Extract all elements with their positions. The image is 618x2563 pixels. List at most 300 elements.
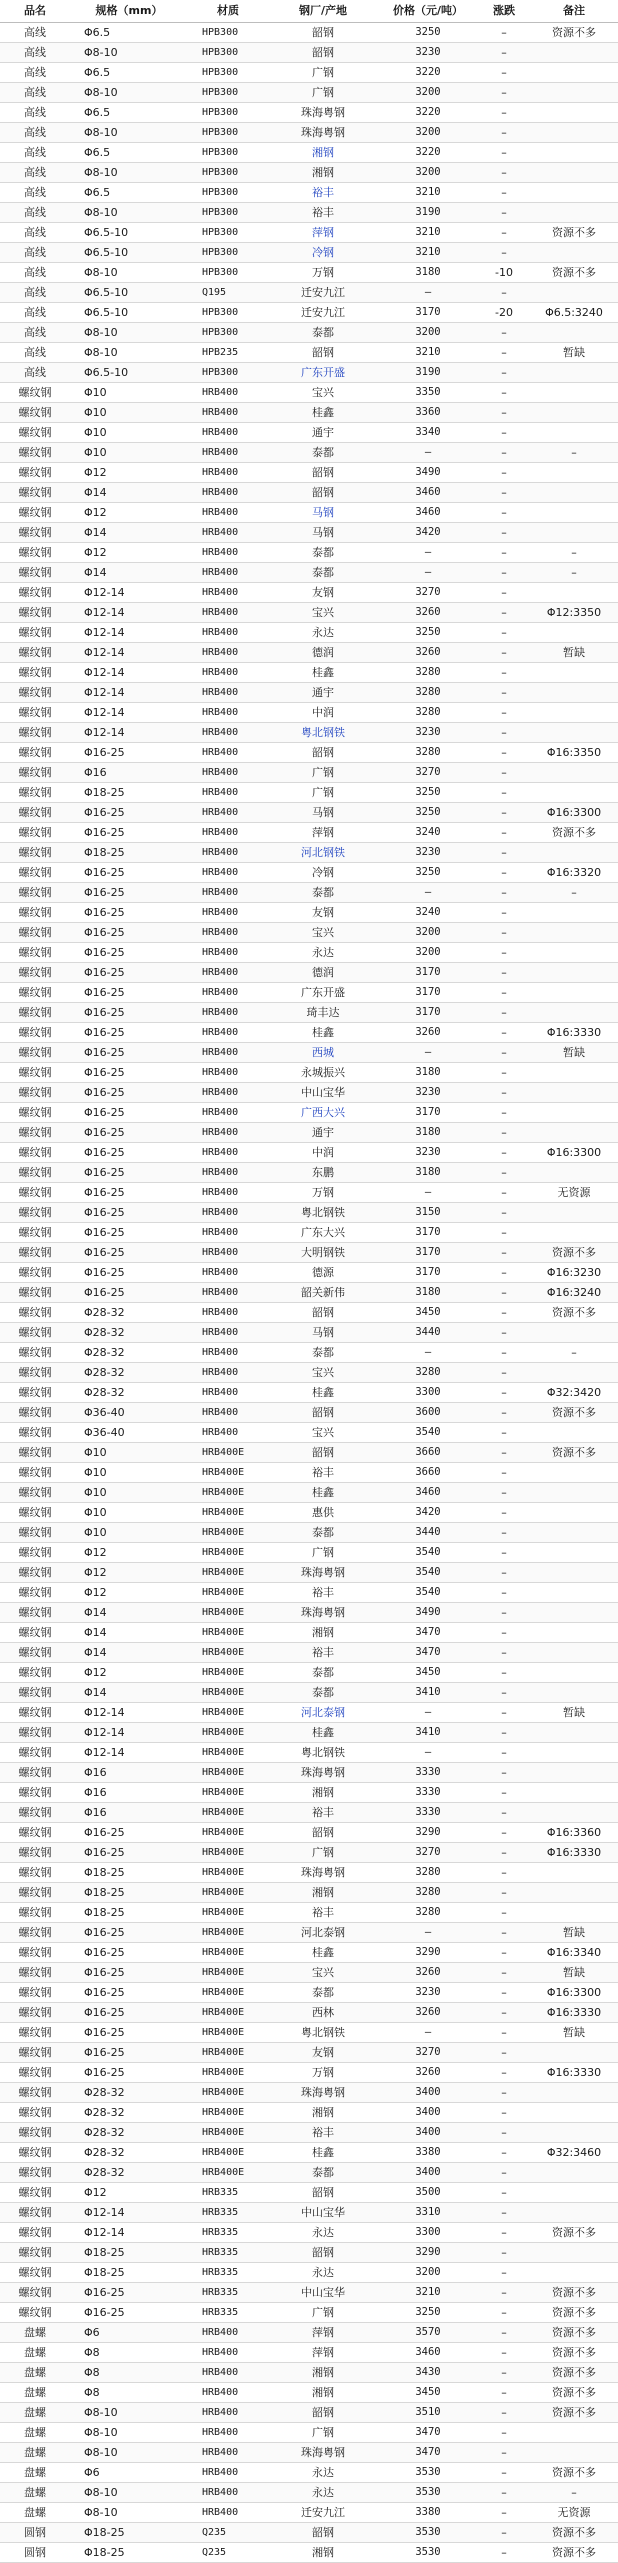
spec-cell: Φ18-25 [70, 843, 188, 863]
material-cell: HRB400 [188, 2343, 268, 2363]
table-row [0, 1023, 618, 1043]
price-cell: 3180 [378, 263, 478, 283]
mill-cell: 德润 [268, 963, 378, 983]
change-cell: – [478, 2503, 530, 2523]
mill-cell: 韶钢 [268, 463, 378, 483]
table-row [0, 1103, 618, 1123]
product-cell: 高线 [0, 23, 70, 43]
mill-cell: 裕丰 [268, 203, 378, 223]
remark-cell [530, 1783, 618, 1803]
table-row [0, 2423, 618, 2443]
change-cell: – [478, 543, 530, 563]
change-cell: – [478, 1763, 530, 1783]
col-header-remark: 备注 [530, 0, 618, 23]
spec-cell: Φ16-25 [70, 1203, 188, 1223]
spec-cell: Φ36-40 [70, 1403, 188, 1423]
price-cell: 3260 [378, 643, 478, 663]
remark-cell [530, 1903, 618, 1923]
material-cell: HRB400E [188, 1563, 268, 1583]
spec-cell: Φ8-10 [70, 2503, 188, 2523]
material-cell: HRB400E [188, 1883, 268, 1903]
remark-cell: 资源不多 [530, 2303, 618, 2323]
product-cell: 高线 [0, 303, 70, 323]
change-cell: – [478, 843, 530, 863]
spec-cell: Φ16-25 [70, 1183, 188, 1203]
price-cell: 3500 [378, 2183, 478, 2203]
change-cell: – [478, 603, 530, 623]
product-cell: 螺纹钢 [0, 1863, 70, 1883]
product-cell: 螺纹钢 [0, 1263, 70, 1283]
mill-cell: 湘钢 [268, 2363, 378, 2383]
mill-cell: 湘钢 [268, 1783, 378, 1803]
material-cell: HRB400 [188, 523, 268, 543]
product-cell: 盘螺 [0, 2483, 70, 2503]
product-cell: 螺纹钢 [0, 1083, 70, 1103]
product-cell: 螺纹钢 [0, 1963, 70, 1983]
mill-cell: 裕丰 [268, 1583, 378, 1603]
material-cell: HRB400 [188, 783, 268, 803]
spec-cell: Φ16-25 [70, 963, 188, 983]
price-cell: 3450 [378, 2383, 478, 2403]
material-cell: HRB400 [188, 2423, 268, 2443]
remark-cell [530, 1663, 618, 1683]
remark-cell: – [530, 563, 618, 583]
price-cell: 3400 [378, 2123, 478, 2143]
change-cell: – [478, 2483, 530, 2503]
material-cell: HPB300 [188, 23, 268, 43]
price-cell: 3170 [378, 963, 478, 983]
spec-cell: Φ8-10 [70, 2423, 188, 2443]
change-cell: – [478, 143, 530, 163]
price-cell: 3410 [378, 1723, 478, 1743]
product-cell: 螺纹钢 [0, 1843, 70, 1863]
product-cell: 螺纹钢 [0, 1923, 70, 1943]
table-row [0, 1603, 618, 1623]
table-row [0, 663, 618, 683]
mill-cell: 宝兴 [268, 383, 378, 403]
material-cell: HRB400 [188, 2483, 268, 2503]
mill-cell: 珠海粤钢 [268, 1763, 378, 1783]
remark-cell: 暂缺 [530, 2023, 618, 2043]
mill-cell: 万钢 [268, 263, 378, 283]
material-cell: HRB400E [188, 1763, 268, 1783]
product-cell: 螺纹钢 [0, 2083, 70, 2103]
material-cell: HRB400E [188, 1863, 268, 1883]
change-cell: – [478, 2363, 530, 2383]
material-cell: HRB400 [188, 1023, 268, 1043]
price-cell: – [378, 2023, 478, 2043]
price-cell: 3310 [378, 2203, 478, 2223]
change-cell: – [478, 2183, 530, 2203]
material-cell: HRB400E [188, 1523, 268, 1543]
material-cell: HRB400 [188, 703, 268, 723]
table-row [0, 483, 618, 503]
material-cell: HPB300 [188, 63, 268, 83]
change-cell: – [478, 1943, 530, 1963]
mill-cell: 中山宝华 [268, 2283, 378, 2303]
mill-cell: 东鹏 [268, 1163, 378, 1183]
table-row [0, 1543, 618, 1563]
mill-cell: 冷钢 [268, 863, 378, 883]
product-cell: 螺纹钢 [0, 483, 70, 503]
mill-cell: 马钢 [268, 503, 378, 523]
price-cell: 3230 [378, 1983, 478, 2003]
mill-cell: 永达 [268, 2223, 378, 2243]
product-cell: 高线 [0, 43, 70, 63]
remark-cell: 无资源 [530, 1183, 618, 1203]
material-cell: Q195 [188, 283, 268, 303]
material-cell: HRB400 [188, 883, 268, 903]
material-cell: HRB400E [188, 1943, 268, 1963]
remark-cell: Φ16:3300 [530, 1983, 618, 2003]
change-cell: – [478, 23, 530, 43]
spec-cell: Φ8-10 [70, 323, 188, 343]
mill-cell: 湘钢 [268, 163, 378, 183]
price-cell: – [378, 563, 478, 583]
remark-cell: Φ16:3300 [530, 1143, 618, 1163]
price-cell: 3270 [378, 763, 478, 783]
product-cell: 螺纹钢 [0, 1883, 70, 1903]
remark-cell [530, 1863, 618, 1883]
change-cell: – [478, 2063, 530, 2083]
material-cell: HRB400 [188, 863, 268, 883]
spec-cell: Φ6.5 [70, 23, 188, 43]
material-cell: HRB400 [188, 923, 268, 943]
remark-cell [530, 1643, 618, 1663]
table-row [0, 1563, 618, 1583]
spec-cell: Φ6.5-10 [70, 303, 188, 323]
spec-cell: Φ12-14 [70, 2223, 188, 2243]
table-row [0, 1203, 618, 1223]
price-cell: 3230 [378, 1143, 478, 1163]
product-cell: 螺纹钢 [0, 723, 70, 743]
price-cell: 3170 [378, 1003, 478, 1023]
material-cell: HRB400 [188, 1303, 268, 1323]
change-cell: -20 [478, 303, 530, 323]
product-cell: 螺纹钢 [0, 1203, 70, 1223]
change-cell: – [478, 1243, 530, 1263]
remark-cell [530, 2123, 618, 2143]
material-cell: HRB400E [188, 1983, 268, 2003]
price-cell: 3330 [378, 1763, 478, 1783]
mill-cell: 韶钢 [268, 2243, 378, 2263]
spec-cell: Φ14 [70, 1603, 188, 1623]
mill-cell: 通宇 [268, 1123, 378, 1143]
table-row [0, 2123, 618, 2143]
remark-cell [530, 1543, 618, 1563]
spec-cell: Φ12-14 [70, 1723, 188, 1743]
price-cell: 3280 [378, 743, 478, 763]
price-cell: 3260 [378, 2003, 478, 2023]
price-cell: 3260 [378, 1963, 478, 1983]
mill-cell: 桂鑫 [268, 1483, 378, 1503]
product-cell: 高线 [0, 63, 70, 83]
product-cell: 盘螺 [0, 2403, 70, 2423]
remark-cell [530, 843, 618, 863]
change-cell: – [478, 283, 530, 303]
remark-cell [530, 763, 618, 783]
remark-cell [530, 463, 618, 483]
change-cell: – [478, 523, 530, 543]
remark-cell [530, 703, 618, 723]
change-cell: – [478, 1123, 530, 1143]
product-cell: 螺纹钢 [0, 2283, 70, 2303]
product-cell: 螺纹钢 [0, 2163, 70, 2183]
change-cell: – [478, 1723, 530, 1743]
change-cell: – [478, 743, 530, 763]
table-row [0, 2283, 618, 2303]
product-cell: 螺纹钢 [0, 1943, 70, 1963]
price-cell: – [378, 283, 478, 303]
mill-cell: 泰都 [268, 443, 378, 463]
material-cell: HRB400E [188, 1963, 268, 1983]
table-row [0, 463, 618, 483]
price-cell: 3170 [378, 303, 478, 323]
change-cell: – [478, 1063, 530, 1083]
price-cell: 3530 [378, 2543, 478, 2563]
product-cell: 螺纹钢 [0, 383, 70, 403]
change-cell: – [478, 2423, 530, 2443]
table-row [0, 1743, 618, 1763]
price-cell: 3250 [378, 2303, 478, 2323]
table-row [0, 2303, 618, 2323]
product-cell: 螺纹钢 [0, 583, 70, 603]
price-cell: – [378, 443, 478, 463]
table-row [0, 1963, 618, 1983]
mill-cell: 宝兴 [268, 923, 378, 943]
material-cell: HRB400 [188, 423, 268, 443]
change-cell: – [478, 2043, 530, 2063]
material-cell: HRB400E [188, 1803, 268, 1823]
material-cell: HRB400 [188, 383, 268, 403]
remark-cell: 资源不多 [530, 2323, 618, 2343]
table-row [0, 2383, 618, 2403]
change-cell: – [478, 1543, 530, 1563]
product-cell: 螺纹钢 [0, 1323, 70, 1343]
change-cell: – [478, 1743, 530, 1763]
price-cell: 3450 [378, 1663, 478, 1683]
mill-cell: 广钢 [268, 783, 378, 803]
product-cell: 螺纹钢 [0, 1623, 70, 1643]
col-header-spec: 规格（mm） [70, 0, 188, 23]
change-cell: – [478, 2163, 530, 2183]
product-cell: 螺纹钢 [0, 1743, 70, 1763]
change-cell: – [478, 2003, 530, 2023]
change-cell: – [478, 43, 530, 63]
table-row [0, 2223, 618, 2243]
product-cell: 螺纹钢 [0, 1003, 70, 1023]
product-cell: 盘螺 [0, 2423, 70, 2443]
table-row [0, 843, 618, 863]
table-row [0, 643, 618, 663]
remark-cell [530, 1523, 618, 1543]
spec-cell: Φ28-32 [70, 1383, 188, 1403]
spec-cell: Φ16-25 [70, 1843, 188, 1863]
mill-cell: 萍钢 [268, 2343, 378, 2363]
remark-cell [530, 2423, 618, 2443]
price-cell: – [378, 1183, 478, 1203]
table-row [0, 963, 618, 983]
price-cell: 3230 [378, 1083, 478, 1103]
table-row [0, 503, 618, 523]
material-cell: HRB400 [188, 843, 268, 863]
mill-cell: 马钢 [268, 803, 378, 823]
material-cell: HRB400 [188, 663, 268, 683]
table-header [0, 0, 618, 23]
mill-cell: 泰都 [268, 883, 378, 903]
spec-cell: Φ10 [70, 443, 188, 463]
change-cell: – [478, 1623, 530, 1643]
spec-cell: Φ28-32 [70, 1323, 188, 1343]
material-cell: HRB400 [188, 1263, 268, 1283]
product-cell: 螺纹钢 [0, 1363, 70, 1383]
spec-cell: Φ6.5-10 [70, 283, 188, 303]
material-cell: HRB400E [188, 2023, 268, 2043]
material-cell: HRB400E [188, 1603, 268, 1623]
spec-cell: Φ16-25 [70, 903, 188, 923]
mill-cell: 宝兴 [268, 1363, 378, 1383]
table-row [0, 863, 618, 883]
change-cell: – [478, 2283, 530, 2303]
change-cell: – [478, 943, 530, 963]
remark-cell [530, 1883, 618, 1903]
material-cell: HRB400E [188, 1503, 268, 1523]
remark-cell: 暂缺 [530, 1963, 618, 1983]
table-row [0, 1283, 618, 1303]
spec-cell: Φ28-32 [70, 2163, 188, 2183]
product-cell: 高线 [0, 103, 70, 123]
spec-cell: Φ16-25 [70, 863, 188, 883]
spec-cell: Φ12-14 [70, 603, 188, 623]
material-cell: HRB400 [188, 2323, 268, 2343]
spec-cell: Φ10 [70, 423, 188, 443]
product-cell: 螺纹钢 [0, 1763, 70, 1783]
material-cell: HPB300 [188, 103, 268, 123]
spec-cell: Φ12-14 [70, 583, 188, 603]
product-cell: 螺纹钢 [0, 943, 70, 963]
remark-cell [530, 1123, 618, 1143]
table-row [0, 2103, 618, 2123]
material-cell: HRB400E [188, 2103, 268, 2123]
remark-cell: Φ16:3320 [530, 863, 618, 883]
price-cell: 3440 [378, 1323, 478, 1343]
mill-cell: 马钢 [268, 523, 378, 543]
table-row [0, 2403, 618, 2423]
price-cell: 3460 [378, 483, 478, 503]
material-cell: HRB400E [188, 1463, 268, 1483]
spec-cell: Φ14 [70, 1623, 188, 1643]
material-cell: HRB400 [188, 1063, 268, 1083]
mill-cell: 韶钢 [268, 43, 378, 63]
product-cell: 螺纹钢 [0, 1503, 70, 1523]
table-row [0, 1183, 618, 1203]
table-row [0, 303, 618, 323]
spec-cell: Φ16-25 [70, 983, 188, 1003]
price-cell: 3420 [378, 1503, 478, 1523]
material-cell: HRB400E [188, 1703, 268, 1723]
mill-cell: 泰都 [268, 2163, 378, 2183]
change-cell: – [478, 1903, 530, 1923]
product-cell: 螺纹钢 [0, 2043, 70, 2063]
material-cell: HRB400E [188, 1783, 268, 1803]
product-cell: 盘螺 [0, 2443, 70, 2463]
material-cell: HRB400 [188, 583, 268, 603]
change-cell: – [478, 463, 530, 483]
table-row [0, 1263, 618, 1283]
mill-cell: 韶钢 [268, 1443, 378, 1463]
product-cell: 螺纹钢 [0, 2183, 70, 2203]
remark-cell [530, 1503, 618, 1523]
price-cell: 3240 [378, 823, 478, 843]
product-cell: 螺纹钢 [0, 2263, 70, 2283]
remark-cell [530, 2443, 618, 2463]
price-cell: 3200 [378, 83, 478, 103]
spec-cell: Φ18-25 [70, 2523, 188, 2543]
product-cell: 螺纹钢 [0, 1303, 70, 1323]
material-cell: Q235 [188, 2543, 268, 2563]
remark-cell: 资源不多 [530, 1243, 618, 1263]
material-cell: HRB400 [188, 823, 268, 843]
remark-cell: 暂缺 [530, 1703, 618, 1723]
spec-cell: Φ8-10 [70, 2403, 188, 2423]
change-cell: – [478, 2523, 530, 2543]
remark-cell [530, 1003, 618, 1023]
change-cell: – [478, 2103, 530, 2123]
mill-cell: 萍钢 [268, 223, 378, 243]
mill-cell: 桂鑫 [268, 663, 378, 683]
product-cell: 盘螺 [0, 2343, 70, 2363]
remark-cell [530, 583, 618, 603]
table-row [0, 1403, 618, 1423]
price-cell: 3530 [378, 2483, 478, 2503]
spec-cell: Φ12 [70, 1543, 188, 1563]
price-cell: 3230 [378, 843, 478, 863]
price-cell: 3490 [378, 463, 478, 483]
remark-cell [530, 723, 618, 743]
table-row [0, 803, 618, 823]
price-cell: 3170 [378, 1263, 478, 1283]
price-cell: 3280 [378, 1363, 478, 1383]
spec-cell: Φ6.5-10 [70, 363, 188, 383]
change-cell: – [478, 723, 530, 743]
mill-cell: 珠海粤钢 [268, 1563, 378, 1583]
table-row [0, 23, 618, 43]
change-cell: – [478, 583, 530, 603]
price-cell: 3470 [378, 1623, 478, 1643]
material-cell: HRB400E [188, 1663, 268, 1683]
change-cell: – [478, 1703, 530, 1723]
material-cell: HRB400 [188, 1143, 268, 1163]
remark-cell [530, 483, 618, 503]
spec-cell: Φ10 [70, 403, 188, 423]
price-cell: 3570 [378, 2323, 478, 2343]
mill-cell: 湘钢 [268, 2103, 378, 2123]
price-cell: 3250 [378, 863, 478, 883]
spec-cell: Φ12-14 [70, 623, 188, 643]
price-cell: 3400 [378, 2163, 478, 2183]
product-cell: 螺纹钢 [0, 1123, 70, 1143]
remark-cell: 资源不多 [530, 2343, 618, 2363]
price-cell: 3210 [378, 223, 478, 243]
change-cell: – [478, 1503, 530, 1523]
remark-cell: 资源不多 [530, 1303, 618, 1323]
mill-cell: 泰都 [268, 1523, 378, 1543]
change-cell: – [478, 863, 530, 883]
change-cell: – [478, 983, 530, 1003]
table-row [0, 683, 618, 703]
change-cell: – [478, 1643, 530, 1663]
price-cell: 3280 [378, 1883, 478, 1903]
